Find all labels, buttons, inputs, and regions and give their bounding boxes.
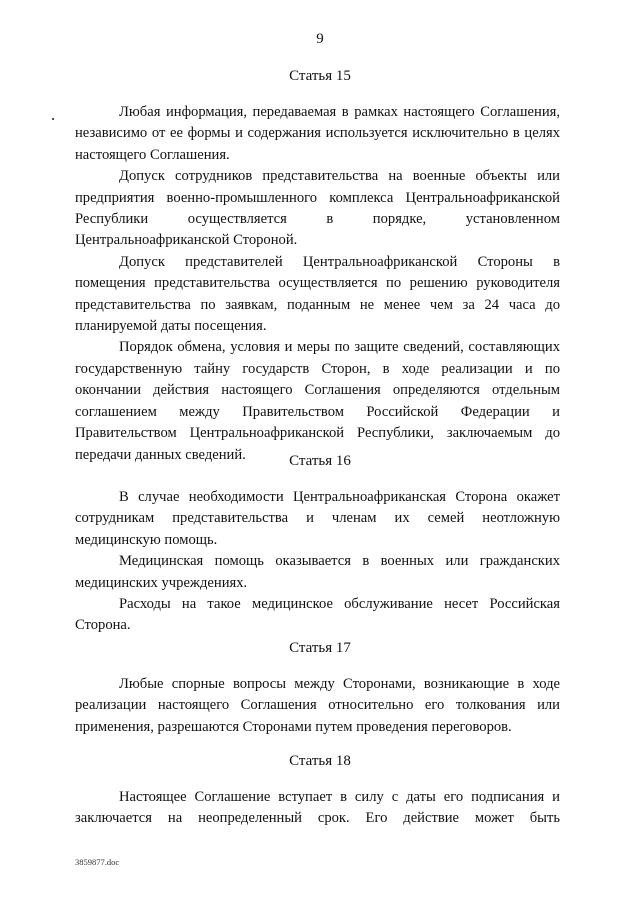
page-number: 9 [316, 31, 324, 47]
article-18-body [75, 787, 560, 830]
article-16-paragraph-1: В случае необходимости Центральноафриканская Сторона окажет сотрудникам представительства и членам их семей неотложную медицинскую помощь. [75, 489, 560, 548]
article-17-heading: Статья 17 [289, 640, 351, 656]
article-16-body [75, 487, 560, 637]
article-15-paragraph-4: Порядок обмена, условия и меры по защите сведений, составляющих государственную тайну государств Сторон, в ходе реализации и по окончании действия настоящего Соглашения определяются отдельным соглашением между Правительством Российской Федерации и Правительством Центральноафриканской Республики, заключаемым до передачи данных сведений. [75, 339, 560, 463]
article-17-paragraph-1: Любые спорные вопросы между Сторонами, возникающие в ходе реализации настоящего Соглашения относительно его толкования или применения, разрешаются Сторонами путем проведения переговоров. [75, 676, 560, 735]
article-15-paragraph-2: Допуск сотрудников представительства на военные объекты или предприятия военно-промышленного комплекса Центральноафриканской Республики осуществляется в порядке, установленном Центральноафриканской Стороной. [75, 168, 560, 249]
article-15-paragraph-1: Любая информация, передаваемая в рамках настоящего Соглашения, независимо от ее формы и содержания используется исключительно в целях настоящего Соглашения. [75, 104, 560, 163]
article-15-paragraph-3: Допуск представителей Центральноафриканской Стороны в помещения представительства осуществляется по решению руководителя представительства по заявкам, поданным не менее чем за 24 часа до планируемой даты посещения. [75, 253, 560, 335]
document-footer-filename: 3859877.doc [75, 857, 120, 867]
article-16-heading: Статья 16 [289, 453, 351, 469]
article-16-paragraph-3: Расходы на такое медицинское обслуживание несет Российская Сторона. [75, 596, 560, 634]
article-18-heading: Статья 18 [289, 753, 351, 769]
article-16-paragraph-2: Медицинская помощь оказывается в военных или гражданских медицинских учреждениях. [75, 553, 560, 591]
article-15-body [75, 102, 560, 466]
margin-mark [52, 118, 54, 120]
article-17-body [75, 674, 560, 738]
article-15-heading: Статья 15 [289, 68, 351, 84]
article-18-paragraph-1: Настоящее Соглашение вступает в силу с даты его подписания и заключается на неопределенный срок. Его действие может быть [75, 789, 560, 827]
